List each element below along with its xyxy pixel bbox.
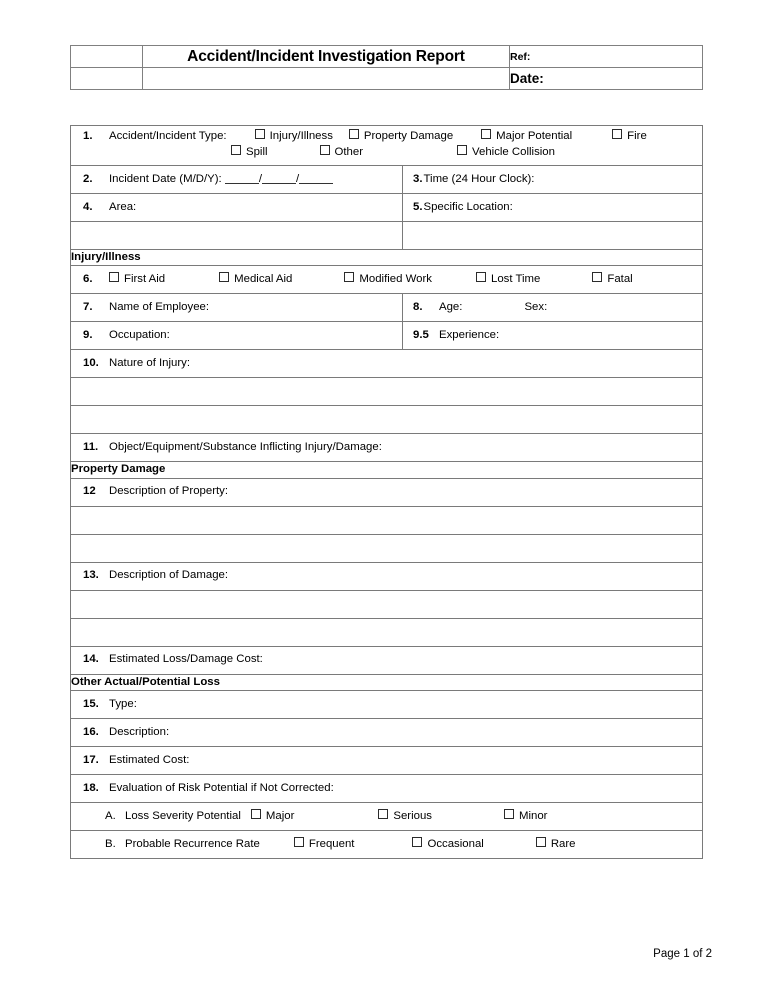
section-header-property-damage: Property Damage (71, 462, 703, 478)
checkbox-icon[interactable] (412, 837, 422, 847)
checkbox-icon[interactable] (504, 809, 514, 819)
checkbox-fire[interactable] (612, 129, 647, 144)
form-row-11 (71, 434, 703, 462)
checkbox-label: Fatal (607, 272, 633, 285)
field-18-label: Evaluation of Risk Potential if Not Corrected: (109, 781, 334, 794)
date-month-input[interactable] (225, 172, 259, 184)
form-row-17 (71, 746, 703, 774)
field-4-label: Area: (109, 200, 137, 213)
field-1-label: Accident/Incident Type: (109, 130, 227, 142)
checkbox-lost-time[interactable] (476, 272, 540, 287)
checkbox-label: Frequent (308, 837, 355, 850)
section-header-injury-illness: Injury/Illness (71, 249, 703, 265)
field-risk-evaluation-cell[interactable] (71, 774, 703, 802)
field-17-label: Estimated Cost: (109, 753, 190, 766)
checkbox-serious[interactable] (378, 809, 432, 824)
form-row-section-other-loss (71, 674, 703, 690)
header-blank-cell-mid (143, 68, 510, 90)
form-row-section-property (71, 462, 703, 478)
checkbox-icon[interactable] (592, 272, 602, 282)
header-logo-cell (71, 46, 143, 68)
date-year-input[interactable] (299, 172, 333, 184)
investigation-form-table (70, 125, 703, 859)
form-row-18b (71, 830, 703, 858)
form-row-15 (71, 690, 703, 718)
field-11-label: Object/Equipment/Substance Inflicting Injury/Damage: (109, 440, 382, 453)
field-nature-of-injury-blank-2[interactable] (71, 406, 703, 434)
field-11-number: 11. (83, 440, 99, 453)
checkbox-icon[interactable] (612, 129, 622, 139)
field-13-number: 13. (83, 569, 99, 582)
checkbox-icon[interactable] (109, 272, 119, 282)
checkbox-injury-illness[interactable] (255, 129, 333, 144)
field-6-number: 6. (83, 272, 93, 285)
form-row-4-5 (71, 193, 703, 221)
field-17-number: 17. (83, 753, 99, 766)
field-location-blank-right[interactable] (403, 221, 703, 249)
checkbox-icon[interactable] (255, 129, 265, 139)
field-9-5-number: 9.5 (413, 328, 429, 341)
form-row-13-blank-1 (71, 590, 703, 618)
checkbox-rare[interactable] (536, 837, 576, 852)
field-16-number: 16. (83, 725, 99, 738)
checkbox-label: Property Damage (363, 130, 454, 142)
form-row-12-blank-2 (71, 534, 703, 562)
field-13-label: Description of Damage: (109, 569, 229, 582)
form-row-blank-area (71, 221, 703, 249)
field-incident-date-cell[interactable]: 2. Incident Date (M/D/Y): / / (71, 165, 403, 193)
form-row-10-blank-2 (71, 406, 703, 434)
checkbox-vehicle-collision[interactable] (457, 145, 555, 160)
checkbox-label: Occasional (427, 837, 484, 850)
page-footer: Page 1 of 2 (653, 948, 712, 960)
date-label: Date: (510, 68, 703, 90)
field-12-number: 12 (83, 485, 96, 498)
form-row-6 (71, 266, 703, 294)
checkbox-label: Minor (518, 809, 548, 822)
checkbox-major[interactable] (251, 809, 294, 824)
field-recurrence-rate-cell (71, 830, 703, 858)
form-row-12-blank-1 (71, 506, 703, 534)
field-object-inflicting-cell[interactable] (71, 434, 703, 462)
field-8-number: 8. (413, 300, 423, 313)
field-7-label: Name of Employee: (109, 300, 210, 313)
field-loss-type-cell[interactable] (71, 690, 703, 718)
checkbox-icon[interactable] (294, 837, 304, 847)
header-blank-cell-left (71, 68, 143, 90)
checkbox-occasional[interactable] (412, 837, 483, 852)
checkbox-frequent[interactable] (294, 837, 355, 852)
checkbox-label: Major (265, 809, 295, 822)
field-15-number: 15. (83, 697, 99, 710)
field-5-label: Specific Location: (423, 200, 513, 213)
checkbox-label: Major Potential (496, 130, 573, 142)
section-header-other-loss: Other Actual/Potential Loss (71, 674, 703, 690)
checkbox-label: Fire (627, 130, 647, 142)
field-2-label: Incident Date (M/D/Y): (109, 172, 222, 185)
field-nature-of-injury-blank-1[interactable] (71, 378, 703, 406)
field-description-property-blank-1[interactable] (71, 506, 703, 534)
field-area-blank-left[interactable] (71, 221, 403, 249)
checkbox-modified-work[interactable] (344, 272, 432, 287)
field-18b-number: B. (105, 837, 116, 850)
form-row-10-blank-1 (71, 378, 703, 406)
form-row-18a (71, 802, 703, 830)
header-row-title (71, 46, 703, 68)
field-8-sex-label: Sex: (524, 300, 548, 313)
checkbox-label: Vehicle Collision (472, 146, 555, 159)
report-header-table (70, 45, 703, 90)
field-description-damage-blank-1[interactable] (71, 590, 703, 618)
field-1-number: 1. (83, 130, 93, 142)
field-10-number: 10. (83, 356, 99, 369)
form-row-2-3 (71, 165, 703, 193)
header-row-date (71, 68, 703, 90)
form-row-18 (71, 774, 703, 802)
date-day-input[interactable] (262, 172, 296, 184)
checkbox-icon[interactable] (344, 272, 354, 282)
checkbox-label: Other (334, 146, 364, 159)
field-age-sex-cell[interactable] (403, 294, 703, 322)
field-area-cell[interactable] (71, 193, 403, 221)
field-loss-description-cell[interactable] (71, 718, 703, 746)
field-occupation-cell[interactable] (71, 322, 403, 350)
checkbox-icon[interactable] (251, 809, 261, 819)
field-description-property-cell[interactable] (71, 478, 703, 506)
form-row-section-injury (71, 249, 703, 265)
checkbox-icon[interactable] (349, 129, 359, 139)
field-nature-of-injury-cell[interactable] (71, 350, 703, 378)
checkbox-minor[interactable] (504, 809, 547, 824)
form-row-14 (71, 646, 703, 674)
field-specific-location-cell[interactable] (403, 193, 703, 221)
field-estimated-loss-cost-cell[interactable] (71, 646, 703, 674)
checkbox-icon[interactable] (231, 145, 241, 155)
form-row-12 (71, 478, 703, 506)
form-row-1 (71, 126, 703, 166)
page-title: Accident/Incident Investigation Report (143, 46, 510, 68)
field-16-label: Description: (109, 725, 170, 738)
field-4-number: 4. (83, 200, 93, 213)
checkbox-label: Serious (393, 809, 432, 822)
checkbox-icon[interactable] (481, 129, 491, 139)
checkbox-property-damage[interactable] (349, 129, 453, 144)
checkbox-icon[interactable] (320, 145, 330, 155)
field-employee-name-cell[interactable] (71, 294, 403, 322)
field-experience-cell[interactable] (403, 322, 703, 350)
field-12-label: Description of Property: (109, 485, 229, 498)
checkbox-label: Medical Aid (234, 272, 293, 285)
field-5-number: 5. (413, 200, 423, 213)
field-3-number: 3. (413, 172, 423, 185)
field-loss-severity-cell (71, 802, 703, 830)
field-7-number: 7. (83, 300, 93, 313)
field-time-cell[interactable] (403, 165, 703, 193)
field-description-damage-cell[interactable] (71, 562, 703, 590)
checkbox-label: Injury/Illness (269, 130, 333, 142)
form-row-10 (71, 350, 703, 378)
checkbox-other[interactable] (320, 145, 364, 160)
checkbox-icon[interactable] (536, 837, 546, 847)
field-description-damage-blank-2[interactable] (71, 618, 703, 646)
checkbox-icon[interactable] (476, 272, 486, 282)
field-18b-label: Probable Recurrence Rate (125, 837, 260, 850)
form-row-13-blank-2 (71, 618, 703, 646)
field-2-number: 2. (83, 172, 93, 185)
checkbox-major-potential[interactable] (481, 129, 572, 144)
field-14-number: 14. (83, 653, 99, 666)
field-9-number: 9. (83, 328, 93, 341)
checkbox-fatal[interactable] (592, 272, 632, 287)
field-8-age-label: Age: (439, 300, 463, 313)
checkbox-medical-aid[interactable] (219, 272, 292, 287)
form-row-7-8 (71, 294, 703, 322)
field-injury-severity-cell (71, 266, 703, 294)
checkbox-spill[interactable] (231, 145, 268, 160)
checkbox-icon[interactable] (219, 272, 229, 282)
checkbox-label: Spill (246, 146, 268, 159)
checkbox-icon[interactable] (378, 809, 388, 819)
field-18a-label: Loss Severity Potential (125, 809, 241, 822)
checkbox-icon[interactable] (457, 145, 467, 155)
form-row-9 (71, 322, 703, 350)
checkbox-label: First Aid (124, 272, 166, 285)
form-row-13 (71, 562, 703, 590)
checkbox-label: Lost Time (490, 272, 541, 285)
checkbox-first-aid[interactable] (109, 272, 165, 287)
field-10-label: Nature of Injury: (109, 356, 191, 369)
checkbox-label: Rare (550, 837, 576, 850)
field-3-label: Time (24 Hour Clock): (423, 172, 535, 185)
ref-label: Ref: (510, 46, 703, 68)
field-15-label: Type: (109, 697, 137, 710)
field-18-number: 18. (83, 781, 99, 794)
field-accident-type-cell (71, 126, 703, 166)
field-description-property-blank-2[interactable] (71, 534, 703, 562)
field-9-5-label: Experience: (439, 328, 500, 341)
checkbox-label: Modified Work (359, 272, 432, 285)
field-9-label: Occupation: (109, 328, 170, 341)
field-18a-number: A. (105, 809, 116, 822)
form-row-16 (71, 718, 703, 746)
field-loss-estimated-cost-cell[interactable] (71, 746, 703, 774)
field-14-label: Estimated Loss/Damage Cost: (109, 653, 263, 666)
